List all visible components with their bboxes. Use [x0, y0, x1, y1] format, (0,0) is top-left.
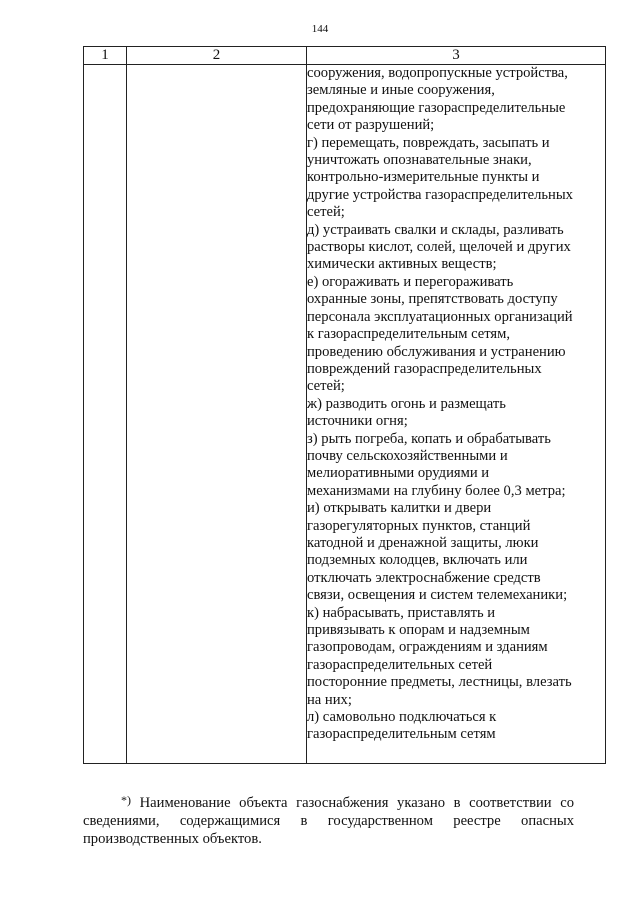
text-line: механизмами на глубину более 0,3 метра; [307, 482, 566, 499]
text-line: другие устройства газораспределительных [307, 186, 573, 203]
table-header-row [84, 47, 606, 65]
text-line: к газораспределительным сетям, [307, 326, 511, 343]
table-cell-col1 [84, 65, 127, 764]
text-line: е) огораживать и перегораживать [307, 273, 514, 290]
footnote-text-1: Наименование объекта газоснабжения указано в соответствии со [139, 795, 574, 811]
text-line: охранные зоны, препятствовать доступу [307, 291, 558, 308]
text-line: к) набрасывать, приставлять и [307, 604, 496, 621]
text-line: химически активных веществ; [307, 256, 497, 273]
column-header-1: 1 [84, 47, 127, 65]
footnote-line-1 [83, 791, 574, 812]
footnote-line-3: производственных объектов. [83, 831, 262, 847]
text-line: предохраняющие газораспределительные [307, 99, 566, 116]
text-line: сетей; [307, 378, 345, 395]
text-line: газорегуляторных пунктов, станций [307, 517, 531, 534]
text-line: д) устраивать свалки и склады, разливать [307, 221, 564, 238]
text-line: привязывать к опорам и надземным [307, 622, 530, 638]
text-line: катодной и дренажной защиты, люки [307, 534, 539, 551]
column-header-3: 3 [307, 47, 606, 65]
text-line: газораспределительным сетям [307, 726, 496, 743]
text-line: уничтожать опознавательные знаки, [307, 152, 532, 169]
table-cell-col2 [127, 65, 307, 764]
text-line: контрольно-измерительные пункты и [307, 169, 540, 186]
text-line: л) самовольно подключаться к [307, 709, 497, 726]
text-line: и) открывать калитки и двери [307, 500, 492, 517]
text-line: земляные и иные сооружения, [307, 82, 495, 99]
text-line: повреждений газораспределительных [307, 360, 542, 377]
text-line: подземных колодцев, включать или [307, 552, 528, 569]
text-line: почву сельскохозяйственными и [307, 447, 508, 464]
footnote-line-2: сведениями, содержащимися в государственном реестре опасных [83, 813, 574, 829]
table-row [84, 65, 606, 764]
text-line: сооружения, водопропускные устройства, [307, 65, 568, 81]
page-number: 144 [311, 23, 329, 35]
text-line: персонала эксплуатационных организаций [307, 308, 573, 325]
footnote-marker: *) [121, 793, 131, 807]
footnote [83, 791, 574, 848]
text-line: газопроводам, ограждениям и зданиям [307, 639, 548, 656]
text-line: з) рыть погреба, копать и обрабатывать [307, 430, 551, 447]
text-line: сетей; [307, 204, 345, 221]
content-table [83, 46, 606, 764]
text-line: газораспределительных сетей [307, 656, 493, 673]
text-line: на них; [307, 691, 352, 708]
text-line: отключать электроснабжение средств [307, 569, 541, 586]
text-line: источники огня; [307, 413, 408, 430]
text-line: мелиоративными орудиями и [307, 465, 490, 482]
text-line: сети от разрушений; [307, 117, 435, 134]
text-line: растворы кислот, солей, щелочей и других [307, 239, 571, 256]
column-header-2: 2 [127, 47, 307, 65]
text-line: ж) разводить огонь и размещать [307, 395, 506, 412]
text-line: посторонние предметы, лестницы, влезать [307, 674, 572, 691]
text-line: проведению обслуживания и устранению [307, 343, 566, 360]
text-line: связи, освещения и систем телемеханики; [307, 587, 568, 604]
table-cell-col3 [307, 65, 606, 764]
text-line: г) перемещать, повреждать, засыпать и [307, 134, 550, 151]
